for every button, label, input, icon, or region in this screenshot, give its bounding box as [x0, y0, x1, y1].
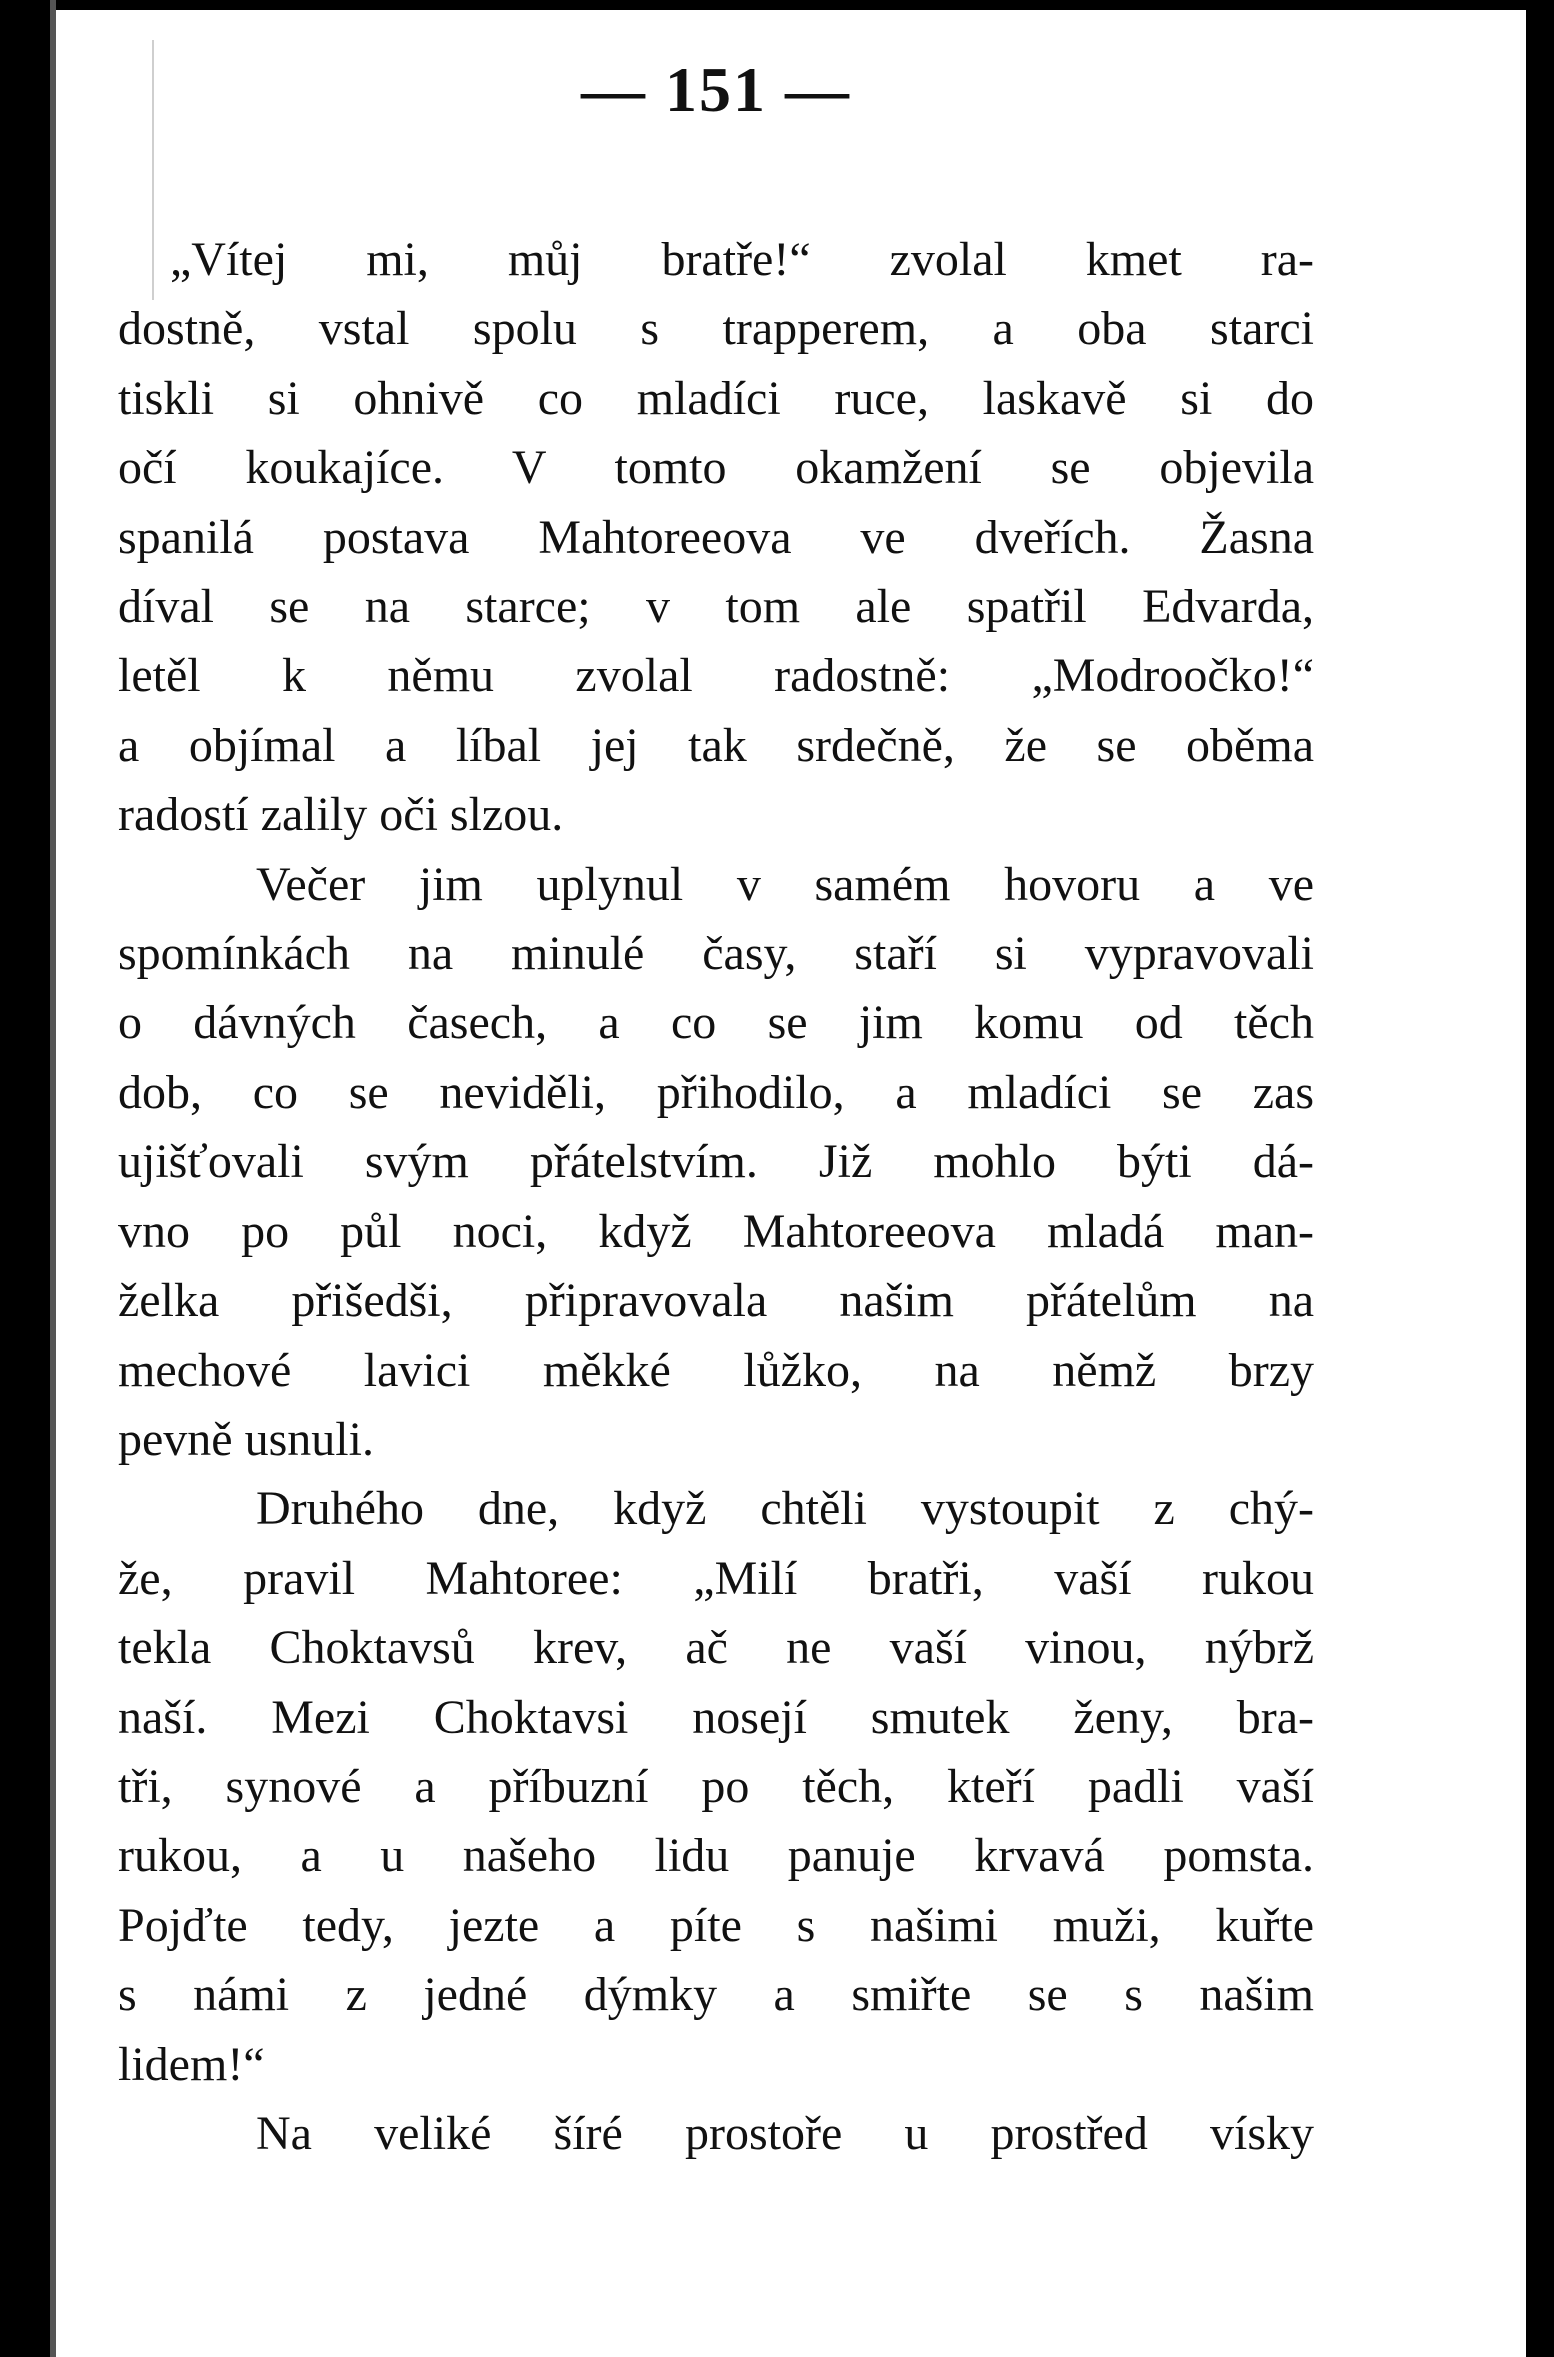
text-line: Pojďte tedy, jezte a píte s našimi muži, kuřte: [118, 1898, 1314, 1952]
text-line: a objímal a líbal jej tak srdečně, že se oběma: [118, 718, 1314, 772]
text-line: spomínkách na minulé časy, staří si vypravovali: [118, 927, 1314, 981]
text-line: tři, synové a příbuzní po těch, kteří padli vaší: [118, 1759, 1314, 1813]
paragraph-2: [118, 850, 1314, 1475]
book-page: [118, 50, 1314, 2168]
text-line: lidem!“: [118, 2037, 265, 2091]
text-line: tiskli si ohnivě co mladíci ruce, laskavě si do: [118, 371, 1314, 425]
text-line: radostí zalily oči slzou.: [118, 788, 564, 842]
text-line: Na veliké šíré prostoře u prostřed vísky: [256, 2106, 1314, 2160]
text-line: tekla Choktavsů krev, ač ne vaší vinou, nýbrž: [118, 1621, 1314, 1675]
text-line: letěl k němu zvolal radostně: „Modroočko!“: [118, 649, 1314, 703]
text-line: očí koukajíce. V tomto okamžení se objevila: [118, 441, 1314, 495]
text-line: pevně usnuli.: [118, 1412, 374, 1466]
scan-border-top: [0, 0, 1554, 10]
scan-border-left-shadow: [50, 0, 56, 2357]
text-line: díval se na starce; v tom ale spatřil Edvarda,: [118, 580, 1314, 634]
text-line: želka přišedši, připravovala našim přátelům na: [118, 1274, 1314, 1328]
text-line: Večer jim uplynul v samém hovoru a ve: [256, 857, 1314, 911]
text-line: s námi z jedné dýmky a smiřte se s našim: [118, 1968, 1314, 2022]
text-line: naší. Mezi Choktavsi nosejí smutek ženy, bra-: [118, 1690, 1314, 1744]
paragraph-1: [118, 225, 1314, 850]
paragraph-4: [118, 2099, 1314, 2168]
paragraph-3: [118, 1474, 1314, 2099]
text-line: dostně, vstal spolu s trapperem, a oba starci: [118, 302, 1314, 356]
text-line: Druhého dne, když chtěli vystoupit z chý-: [256, 1482, 1314, 1536]
text-line: vno po půl noci, když Mahtoreeova mladá man-: [118, 1204, 1314, 1258]
scan-border-right: [1526, 0, 1554, 2357]
text-line: že, pravil Mahtoree: „Milí bratři, vaší rukou: [118, 1551, 1314, 1605]
text-line: rukou, a u našeho lidu panuje krvavá pomsta.: [118, 1829, 1314, 1883]
text-line: „Vítej mi, můj bratře!“ zvolal kmet ra-: [170, 233, 1314, 286]
text-line: dob, co se neviděli, přihodilo, a mladíci se zas: [118, 1065, 1314, 1119]
text-line: o dávných časech, a co se jim komu od těch: [118, 996, 1314, 1050]
text-line: ujišťovali svým přátelstvím. Již mohlo býti dá-: [118, 1135, 1314, 1189]
scan-border-left: [0, 0, 50, 2357]
text-line: spanilá postava Mahtoreeova ve dveřích. Žasna: [118, 510, 1314, 564]
page-number: — 151 —: [581, 54, 851, 125]
text-line: mechové lavici měkké lůžko, na němž brzy: [118, 1343, 1314, 1397]
